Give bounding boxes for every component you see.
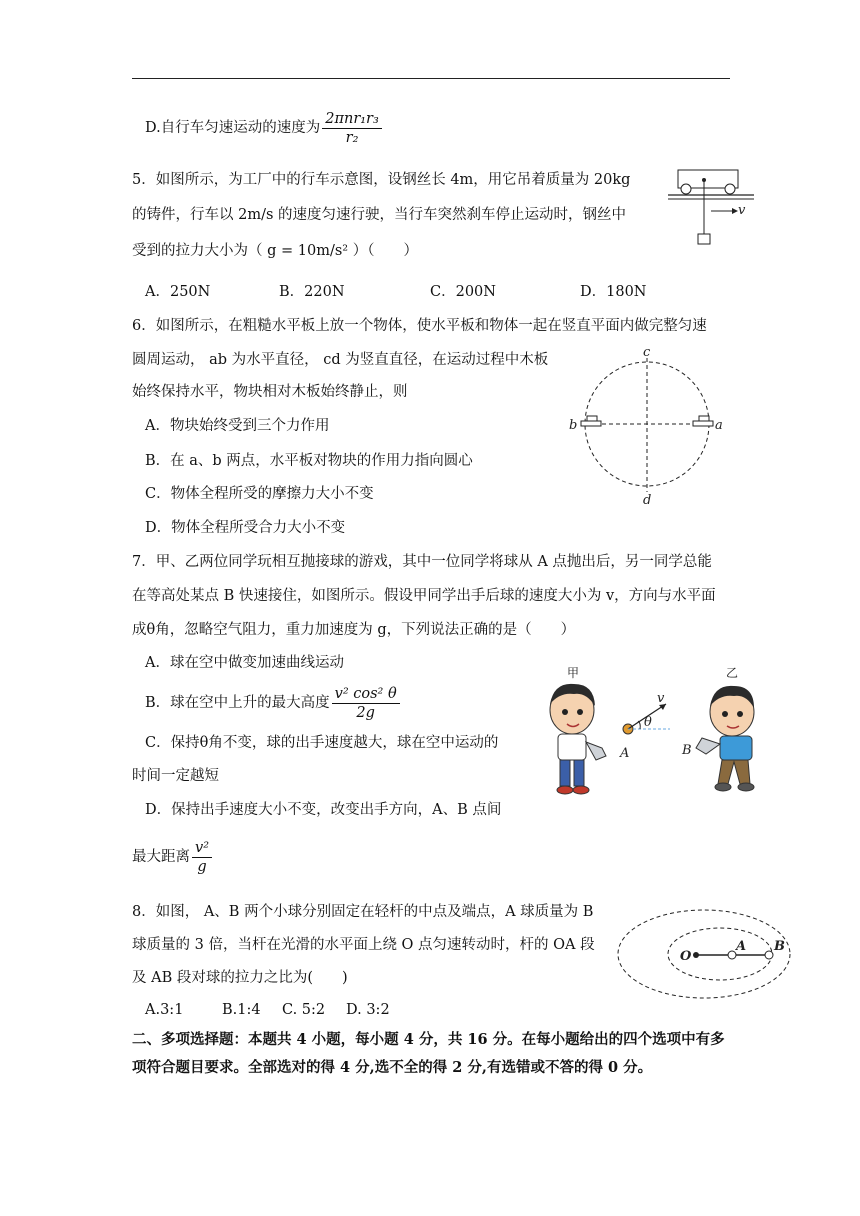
q7-option-d-denominator: g [197,858,207,875]
q6-option-a: A．物块始终受到三个力作用 [145,418,330,434]
q5-line-3: 受到的拉力大小为（ g = 10m/s² ）（ ） [132,243,418,259]
q6-circle-figure [565,345,735,508]
q7-option-a: A．球在空中做变加速曲线运动 [145,655,344,671]
q7-option-b-numerator: v² cos² θ [332,685,400,704]
q5-option-b: B．220N [279,284,345,300]
q5-crane-figure [668,168,758,248]
q7-option-b-fraction [332,685,400,722]
q7-option-b-denominator: 2g [356,704,375,721]
q4-option-d [145,108,384,148]
q7-label-v: v [657,691,665,706]
q8-line-2: 球质量的 3 倍，当杆在光滑的水平面上绕 O 点匀速转动时，杆的 OA 段 [132,937,595,953]
q4-option-d-prefix: D.自行车匀速运动的速度为 [145,120,321,136]
q7-label-a: A [620,746,630,761]
q6-option-d: D．物体全程所受合力大小不变 [145,520,346,536]
header-rule [132,78,730,79]
student-jia-illustration [550,684,606,794]
q7-label-jia: 甲 [567,666,580,680]
q8-label-b: B [774,939,785,954]
q8-label-a: A [736,939,747,954]
q4-option-d-fraction [322,110,382,147]
q7-option-c-line-1: C．保持θ角不变，球的出手速度越大，球在空中运动的 [145,735,499,751]
q5-option-c: C．200N [430,284,496,300]
q5-figure-v-label: v [738,203,746,218]
q8-line-3: 及 AB 段对球的拉力之比为( ) [132,970,348,986]
q5-line-2: 的铸件，行车以 2m/s 的速度匀速行驶，当行车突然刹车停止运动时，钢丝中 [132,207,627,223]
q8-line-1: 8．如图， A、B 两个小球分别固定在轻杆的中点及端点，A 球质量为 B [132,904,594,920]
q6-label-a: a [715,418,723,433]
student-yi-illustration [696,686,754,791]
q8-option-b: B.1:4 [222,1002,261,1018]
section-2-line-2: 项符合题目要求。全部选对的得 4 分,选不全的得 2 分,有选错或不答的得 0 分。 [132,1059,653,1076]
q7-option-d-line-1: D．保持出手速度大小不变，改变出手方向，A、B 点间 [145,802,502,818]
q7-option-d-numerator: v² [192,839,212,858]
q5-line-1: 5．如图所示，为工厂中的行车示意图，设钢丝长 4m，用它吊着质量为 20kg [132,172,631,188]
q8-label-o: O [680,949,692,964]
q7-line-3: 成θ角，忽略空气阻力，重力加速度为 g，下列说法正确的是（ ） [132,622,576,638]
q8-rotation-figure [612,908,802,1004]
q7-option-c-line-2: 时间一定越短 [132,768,219,784]
q6-line-2: 圆周运动， ab 为水平直径， cd 为竖直直径，在运动过程中木板 [132,352,549,368]
q4-option-d-numerator: 2πnr₁r₃ [322,110,382,129]
q7-label-b: B [682,743,692,758]
q5-option-a: A．250N [145,284,211,300]
q7-option-b [145,683,402,723]
q4-option-d-denominator: r₂ [345,129,359,146]
q8-option-c: C. 5:2 [282,1002,326,1018]
q7-label-theta: θ [644,715,652,730]
q6-line-3: 始终保持水平，物块相对木板始终静止，则 [132,384,408,400]
q7-label-yi: 乙 [726,666,739,680]
q7-option-d-prefix: 最大距离 [132,849,190,865]
q6-label-c: c [643,345,651,360]
q7-option-d-line-2 [132,832,214,882]
q6-line-1: 6．如图所示，在粗糙水平板上放一个物体，使水平板和物体一起在竖直平面内做完整匀速 [132,318,707,334]
q6-option-c: C．物体全程所受的摩擦力大小不变 [145,486,374,502]
q6-label-b: b [569,418,578,433]
section-2-line-1: 二、多项选择题：本题共 4 小题，每小题 4 分，共 16 分。在每小题给出的四个选项中有多 [132,1031,725,1048]
q8-option-d: D. 3:2 [346,1002,390,1018]
q5-option-d: D．180N [580,284,647,300]
q8-option-a: A.3:1 [145,1002,184,1018]
q7-students-figure [540,662,780,802]
q7-line-2: 在等高处某点 B 快速接住，如图所示。假设甲同学出手后球的速度大小为 v，方向与水平面 [132,588,716,604]
q7-option-d-fraction [192,839,212,876]
q7-option-b-prefix: B．球在空中上升的最大高度 [145,695,330,711]
q6-option-b: B．在 a、b 两点，水平板对物块的作用力指向圆心 [145,453,473,469]
q6-label-d: d [643,493,652,508]
q7-line-1: 7．甲、乙两位同学玩相互抛接球的游戏，其中一位同学将球从 A 点抛出后，另一同学总能 [132,554,712,570]
